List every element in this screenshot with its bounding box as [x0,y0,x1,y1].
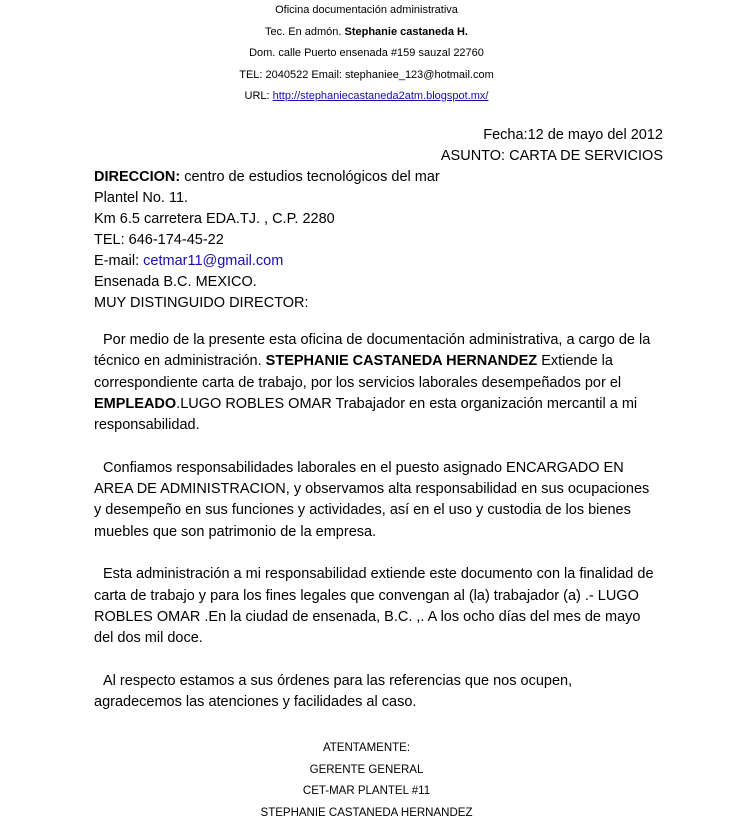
recipient-address [94,167,440,314]
technician-title: Tec. En admón. [265,25,345,38]
technician-line [0,22,733,44]
blog-link[interactable]: http://stephaniecastaneda2atm.blogspot.mx/ [272,90,489,102]
office-address: Dom. calle Puerto ensenada #159 sauzal 22760 [249,47,484,59]
office-url-line [0,86,733,108]
greeting-line: MUY DISTINGUIDO DIRECTOR: [94,295,309,311]
empleado-label: EMPLEADO [94,395,177,412]
letter-meta [441,125,663,167]
technician-name: Stephanie castaneda H. [344,25,468,38]
direccion-line [94,167,440,188]
city-line: Ensenada B.C. MEXICO. [94,274,257,290]
office-name: Oficina documentación administrativa [275,4,458,16]
letterhead [0,0,733,108]
closing-atentamente: ATENTAMENTE: [322,742,411,754]
paragraph-1 [94,330,654,436]
km-line: Km 6.5 carretera EDA.TJ. , C.P. 2280 [94,211,335,227]
url-label: URL: [244,90,273,102]
paragraph-1-text-c: .LUGO ROBLES OMAR Trabajador en esta organización mercantil a mi responsabilidad. [94,395,638,434]
email-label: E-mail: [94,253,144,269]
subject-line: ASUNTO: CARTA DE SERVICIOS [440,148,663,164]
date-line: Fecha:12 de mayo del 2012 [483,127,663,143]
direccion-value: centro de estudios tecnológicos del mar [180,169,440,185]
direccion-label: DIRECCION: [94,169,181,185]
email-line [94,251,440,272]
email-link[interactable]: cetmar11@gmail.com [143,253,284,269]
plantel-line: Plantel No. 11. [94,190,189,206]
signature-block [0,738,733,824]
office-contact: TEL: 2040522 Email: stephaniee_123@hotmail.com [239,68,494,81]
technician-full-name: STEPHANIE CASTANEDA HERNANDEZ [265,353,538,370]
closing-title: GERENTE GENERAL [309,763,424,776]
paragraph-1-text-b: Extiende la correspondiente carta de trabajo, por los servicios laborales desempeñados por el [94,353,622,391]
paragraph-4: Al respecto estamos a sus órdenes para las referencias que nos ocupen, agradecemos las atenciones y facilidades al caso. [94,672,573,711]
paragraph-2: Confiamos responsabilidades laborales en el puesto asignado ENCARGADO EN AREA DE ADMINISTRACION, y observamos alta responsabilidad en sus ocupaciones y desempeño en sus funciones y actividades, así en el uso y custodia de los bienes muebles que son patrimonio de la empresa. [94,459,650,540]
paragraph-1-text-a: Por medio de la presente esta oficina de documentación administrativa, a cargo de la técnico en administración. [94,332,651,370]
closing-name: STEPHANIE CASTANEDA HERNANDEZ [260,806,473,819]
closing-org: CET-MAR PLANTEL #11 [302,785,431,797]
letter-body [94,330,654,735]
tel-line: TEL: 646-174-45-22 [94,232,224,248]
paragraph-3: Esta administración a mi responsabilidad extiende este documento con la finalidad de carta de trabajo y para los fines legales que convengan al (la) trabajador (a) .- LUGO ROBLES OMAR .En la ciudad de ensenada, B.C. ,. A los ocho días del mes de mayo del dos mil doce. [94,566,654,647]
